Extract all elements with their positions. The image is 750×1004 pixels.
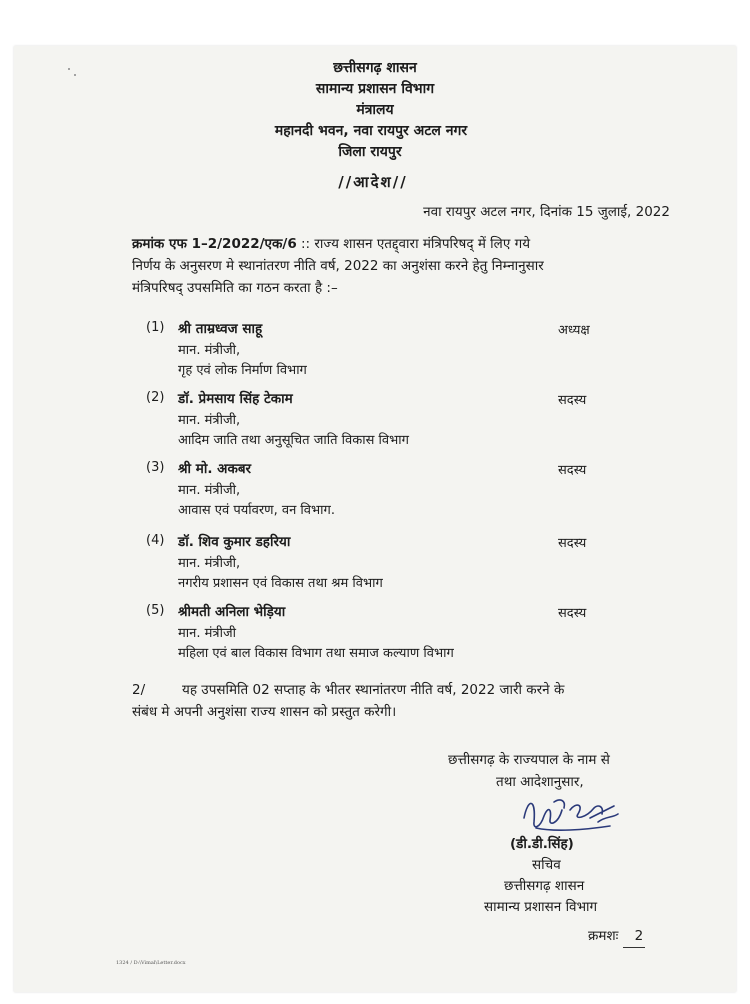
- member-title: मान. मंत्रीजी,: [178, 556, 241, 571]
- authority-line-1: छत्तीसगढ़ के राज्यपाल के नाम से: [448, 752, 610, 768]
- intro-line-1: [132, 234, 530, 255]
- header-line-1: छत्तीसगढ़ शासन: [333, 60, 417, 76]
- member-title: मान. मंत्रीजी,: [178, 483, 241, 498]
- order-title: //आदेश//: [338, 173, 408, 191]
- member-department: आदिम जाति तथा अनुसूचित जाति विकास विभाग: [178, 433, 409, 448]
- header-line-2: सामान्य प्रशासन विभाग: [315, 81, 435, 97]
- member-role: सदस्य: [558, 606, 587, 621]
- continued-marker: [588, 926, 645, 948]
- member-title: मान. मंत्रीजी: [178, 626, 236, 641]
- member-department: आवास एवं पर्यावरण, वन विभाग.: [178, 503, 335, 518]
- signer-org-1: छत्तीसगढ़ शासन: [504, 878, 585, 894]
- member-number: (2): [146, 390, 165, 405]
- member-role: सदस्य: [558, 463, 587, 478]
- handwritten-signature: [514, 788, 624, 836]
- member-department: महिला एवं बाल विकास विभाग तथा समाज कल्याण विभाग: [178, 646, 454, 661]
- member-role: सदस्य: [558, 536, 587, 551]
- member-title: मान. मंत्रीजी,: [178, 413, 241, 428]
- header-line-3: मंत्रालय: [356, 102, 394, 118]
- top-strip: [0, 0, 750, 46]
- member-name: श्रीमती अनिला भेड़िया: [178, 604, 286, 620]
- para2-number: 2/: [132, 682, 146, 698]
- authority-line-2: तथा आदेशानुसार,: [496, 774, 584, 790]
- footer-file-path: 1324 / D:\Vimal\Letter.docx: [116, 960, 186, 966]
- member-name: डॉ. शिव कुमार डहरिया: [178, 534, 291, 550]
- member-name: श्री ताम्रध्वज साहू: [178, 321, 263, 337]
- header-line-5: जिला रायपुर: [338, 144, 402, 160]
- member-number: (3): [146, 460, 165, 475]
- member-title: मान. मंत्रीजी,: [178, 343, 241, 358]
- continued-page-number: 2: [623, 926, 646, 948]
- member-number: (4): [146, 533, 165, 548]
- member-number: (5): [146, 603, 165, 618]
- intro-line-1-text: :: राज्य शासन एतद्द्वारा मंत्रिपरिषद् में लिए गये: [296, 236, 531, 252]
- intro-line-3: मंत्रिपरिषद् उपसमिति का गठन करता है :–: [132, 280, 338, 296]
- intro-line-2: निर्णय के अनुसरण मे स्थानांतरण नीति वर्ष, 2022 का अनुशंसा करने हेतु निम्नानुसार: [132, 258, 544, 274]
- signer-name: (डी.डी.सिंह): [510, 836, 574, 852]
- para2-line-2: संबंध मे अपनी अनुशंसा राज्य शासन को प्रस्तुत करेगी।: [132, 704, 397, 720]
- place-date: नवा रायपुर अटल नगर, दिनांक 15 जुलाई, 2022: [423, 204, 670, 220]
- member-name: डॉ. प्रेमसाय सिंह टेकाम: [178, 391, 293, 407]
- member-role: सदस्य: [558, 393, 587, 408]
- member-name: श्री मो. अकबर: [178, 461, 252, 477]
- document-page: [14, 46, 736, 992]
- member-department: गृह एवं लोक निर्माण विभाग: [178, 363, 307, 378]
- para2-line-1: यह उपसमिति 02 सप्ताह के भीतर स्थानांतरण नीति वर्ष, 2022 जारी करने के: [182, 682, 565, 698]
- header-line-4: महानदी भवन, नवा रायपुर अटल नगर: [274, 123, 468, 139]
- member-role: अध्यक्ष: [558, 323, 590, 338]
- member-number: (1): [146, 320, 165, 335]
- signer-org-2: सामान्य प्रशासन विभाग: [484, 899, 598, 915]
- signer-designation: सचिव: [532, 857, 561, 873]
- continued-label: क्रमशः: [588, 928, 619, 944]
- member-department: नगरीय प्रशासन एवं विकास तथा श्रम विभाग: [178, 576, 383, 591]
- order-reference: क्रमांक एफ 1–2/2022/एक/6: [132, 236, 297, 252]
